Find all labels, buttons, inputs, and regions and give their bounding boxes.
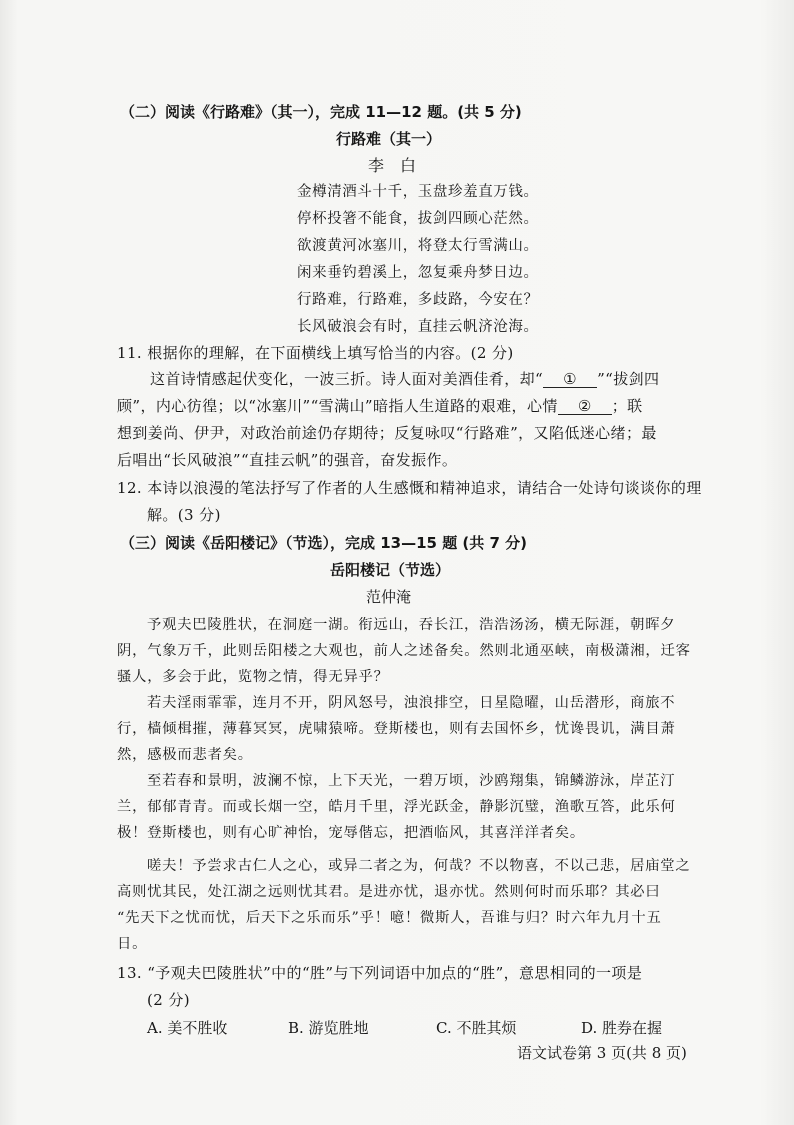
answer-blank-1[interactable]: ① bbox=[543, 371, 597, 388]
option-d[interactable]: D. 胜券在握 bbox=[581, 1019, 663, 1037]
essay-line: 然，感极而悲者矣。 bbox=[117, 747, 253, 763]
question-11-text: 这首诗情感起伏变化，一波三折。诗人面对美酒佳肴，却“ bbox=[150, 370, 544, 388]
section-heading: （二）阅读《行路难》（其一），完成 11—12 题。(共 5 分) bbox=[120, 103, 522, 121]
essay-line: 骚人，多会于此，览物之情，得无异乎？ bbox=[117, 669, 389, 685]
option-a[interactable]: A. 美不胜收 bbox=[147, 1019, 228, 1037]
poem-line: 金樽清酒斗十千，玉盘珍羞直万钱。 bbox=[297, 184, 539, 200]
question-13-line: (2 分) bbox=[147, 991, 191, 1009]
question-11-line bbox=[117, 396, 643, 416]
essay-line: 予观夫巴陵胜状，在洞庭一湖。衔远山，吞长江，浩浩汤汤，横无际涯，朝晖夕 bbox=[147, 617, 676, 633]
poem-line: 行路难，行路难，多歧路，今安在？ bbox=[297, 292, 539, 308]
essay-line: “先天下之忧而忧，后天下之乐而乐”乎！噫！微斯人，吾谁与归？时六年九月十五 bbox=[117, 910, 662, 926]
essay-line: 兰，郁郁青青。而或长烟一空，皓月千里，浮光跃金，静影沉璧，渔歌互答，此乐何 bbox=[117, 799, 676, 815]
question-11-text: ；联 bbox=[611, 397, 643, 415]
essay-line: 极！登斯楼也，则有心旷神怡，宠辱偕忘，把酒临风，其喜洋洋者矣。 bbox=[117, 825, 585, 841]
option-c[interactable]: C. 不胜其烦 bbox=[436, 1019, 517, 1037]
essay-line: 嗟夫！予尝求古仁人之心，或异二者之为，何哉？不以物喜，不以己悲，居庙堂之 bbox=[147, 858, 691, 874]
poem-line: 欲渡黄河冰塞川，将登太行雪满山。 bbox=[297, 238, 539, 254]
essay-line: 至若春和景明，波澜不惊，上下天光，一碧万顷，沙鸥翔集，锦鳞游泳，岸芷汀 bbox=[147, 773, 676, 789]
question-11-line bbox=[150, 369, 659, 389]
essay-author: 范仲淹 bbox=[366, 588, 412, 606]
option-b[interactable]: B. 游览胜地 bbox=[288, 1019, 369, 1037]
essay-line: 若夫淫雨霏霏，连月不开，阴风怒号，浊浪排空，日星隐曜，山岳潜形，商旅不 bbox=[147, 695, 676, 711]
poem-title: 行路难（其一） bbox=[336, 130, 442, 148]
question-11-line: 后唱出“长风破浪”“直挂云帆”的强音，奋发振作。 bbox=[117, 451, 458, 469]
essay-line: 日。 bbox=[117, 936, 148, 952]
question-12-line: 12. 本诗以浪漫的笔法抒写了作者的人生感慨和精神追求，请结合一处诗句谈谈你的理 bbox=[117, 479, 702, 497]
poem-author: 李 白 bbox=[368, 156, 417, 175]
question-13-line: 13. “予观夫巴陵胜状”中的“胜”与下列词语中加点的“胜”，意思相同的一项是 bbox=[117, 964, 643, 982]
essay-line: 阴，气象万千，此则岳阳楼之大观也，前人之述备矣。然则北通巫峡，南极潇湘，迁客 bbox=[117, 643, 691, 659]
question-11-text: 顾”，内心彷徨；以“冰塞川”“雪满山”暗指人生道路的艰难，心情 bbox=[117, 397, 558, 415]
answer-blank-2[interactable]: ② bbox=[558, 398, 612, 415]
essay-line: 高则忧其民，处江湖之远则忧其君。是进亦忧，退亦忧。然则何时而乐耶？其必曰 bbox=[117, 884, 661, 900]
question-11-line: 想到姜尚、伊尹，对政治前途仍存期待；反复咏叹“行路难”，又陷低迷心绪；最 bbox=[117, 424, 657, 442]
essay-title: 岳阳楼记（节选） bbox=[330, 561, 451, 579]
question-11-stem: 11. 根据你的理解，在下面横线上填写恰当的内容。(2 分) bbox=[117, 344, 514, 362]
poem-line: 停杯投箸不能食，拔剑四顾心茫然。 bbox=[297, 211, 539, 227]
essay-line: 行，樯倾楫摧，薄暮冥冥，虎啸猿啼。登斯楼也，则有去国怀乡，忧谗畏讥，满目萧 bbox=[117, 721, 676, 737]
poem-line: 长风破浪会有时，直挂云帆济沧海。 bbox=[297, 319, 539, 335]
poem-line: 闲来垂钓碧溪上，忽复乘舟梦日边。 bbox=[297, 265, 539, 281]
section-heading: （三）阅读《岳阳楼记》（节选），完成 13—15 题 (共 7 分) bbox=[120, 534, 528, 552]
question-12-line: 解。(3 分) bbox=[147, 506, 221, 524]
question-11-text: ”“拔剑四 bbox=[597, 370, 660, 388]
page-footer: 语文试卷第 3 页(共 8 页) bbox=[517, 1044, 687, 1062]
